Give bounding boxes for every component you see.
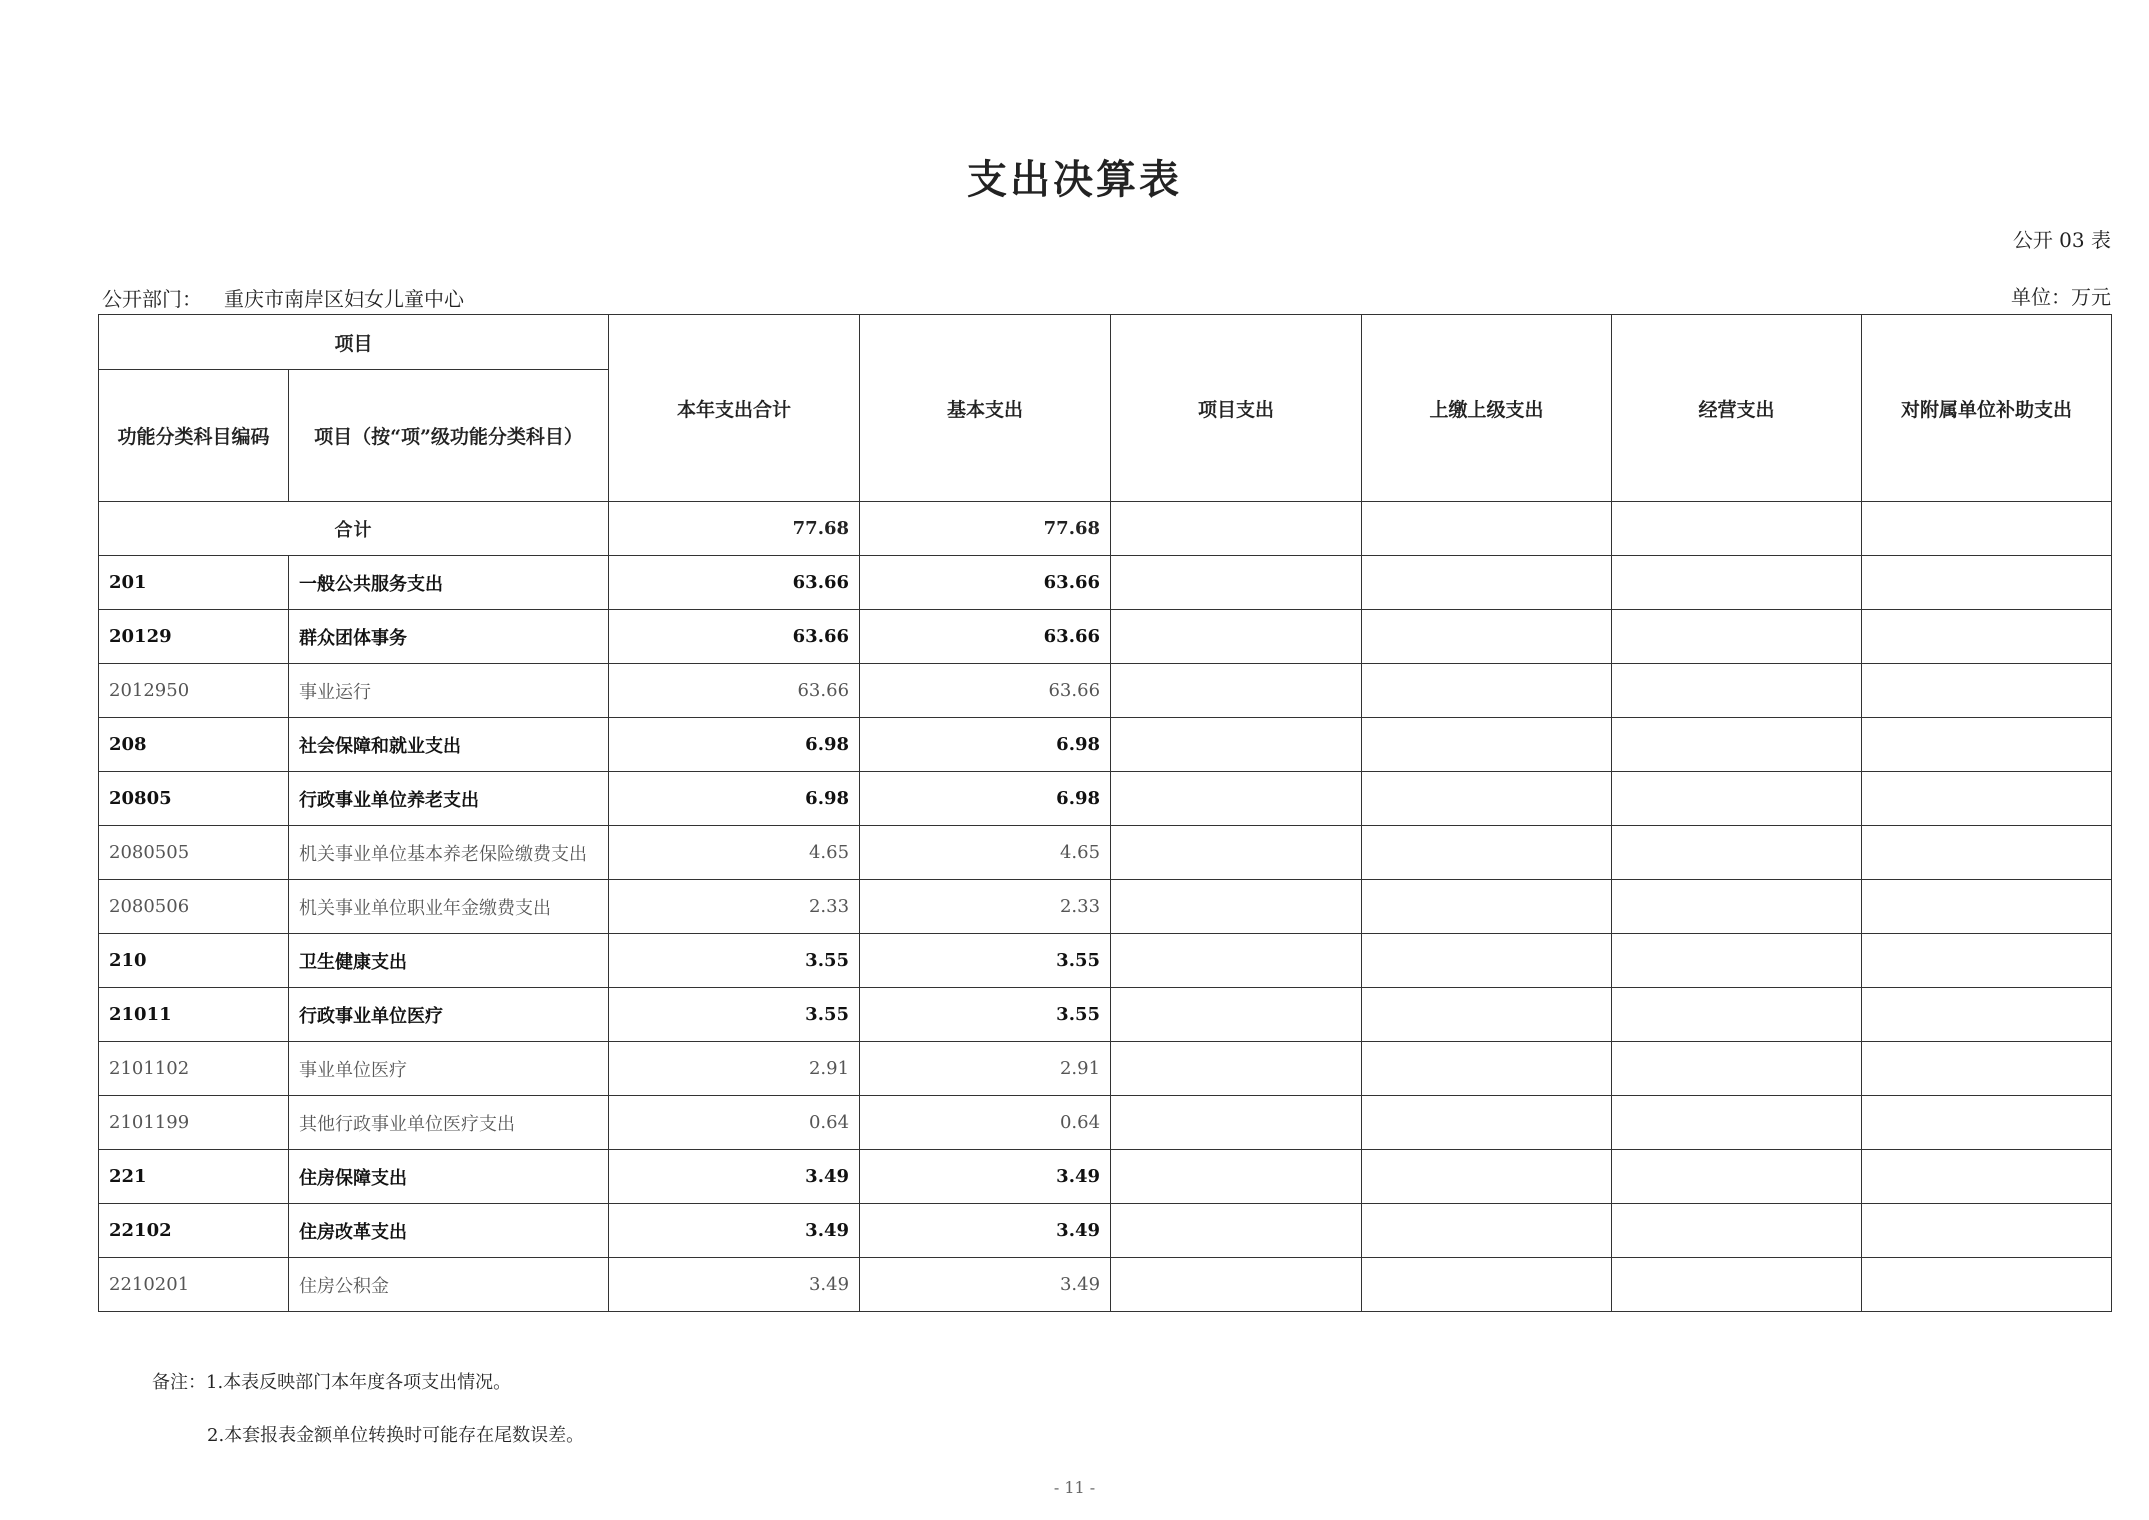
row-code: 20805	[99, 772, 289, 826]
table-row	[99, 1096, 2112, 1150]
department-line	[102, 283, 464, 312]
row-upper-cell	[1362, 1258, 1612, 1312]
row-total: 3.49	[609, 1258, 860, 1312]
table-row	[99, 772, 2112, 826]
header-code: 功能分类科目编码	[99, 370, 289, 502]
row-subsidy-cell	[1862, 826, 2112, 880]
header-basic: 基本支出	[860, 315, 1111, 502]
row-name: 一般公共服务支出	[289, 556, 609, 610]
row-total: 2.91	[609, 1042, 860, 1096]
row-project-cell	[1111, 1150, 1362, 1204]
table-row	[99, 988, 2112, 1042]
row-project-cell	[1111, 1096, 1362, 1150]
row-basic: 2.33	[860, 880, 1111, 934]
row-project-cell	[1111, 1258, 1362, 1312]
table-row	[99, 826, 2112, 880]
table-row	[99, 934, 2112, 988]
row-name: 社会保障和就业支出	[289, 718, 609, 772]
row-name: 事业单位医疗	[289, 1042, 609, 1096]
row-business-cell	[1612, 556, 1862, 610]
row-business-cell	[1612, 934, 1862, 988]
row-upper-cell	[1362, 1042, 1612, 1096]
row-basic: 3.55	[860, 988, 1111, 1042]
row-total: 3.55	[609, 988, 860, 1042]
row-code: 21011	[99, 988, 289, 1042]
row-business-cell	[1612, 610, 1862, 664]
row-subsidy-cell	[1862, 1204, 2112, 1258]
row-total: 3.55	[609, 934, 860, 988]
row-business-cell	[1612, 1150, 1862, 1204]
row-basic: 6.98	[860, 772, 1111, 826]
row-code: 2080505	[99, 826, 289, 880]
row-business-cell	[1612, 1042, 1862, 1096]
row-upper-cell	[1362, 1204, 1612, 1258]
table-row	[99, 1204, 2112, 1258]
row-basic: 63.66	[860, 610, 1111, 664]
unit-label: 单位：万元	[2011, 285, 2111, 309]
row-upper-cell	[1362, 664, 1612, 718]
row-subsidy-cell	[1862, 880, 2112, 934]
row-project-cell	[1111, 556, 1362, 610]
header-project-group: 项目	[99, 315, 609, 370]
row-name: 机关事业单位基本养老保险缴费支出	[289, 826, 609, 880]
row-basic: 6.98	[860, 718, 1111, 772]
row-business-cell	[1612, 988, 1862, 1042]
header-subsidy: 对附属单位补助支出	[1862, 315, 2112, 502]
row-subsidy-cell	[1862, 1150, 2112, 1204]
total-project-cell	[1111, 502, 1362, 556]
row-project-cell	[1111, 988, 1362, 1042]
row-upper-cell	[1362, 826, 1612, 880]
row-total: 0.64	[609, 1096, 860, 1150]
header-business: 经营支出	[1612, 315, 1862, 502]
row-upper-cell	[1362, 772, 1612, 826]
row-upper-cell	[1362, 610, 1612, 664]
row-code: 201	[99, 556, 289, 610]
form-number: 公开 03 表	[2012, 228, 2111, 252]
row-subsidy-cell	[1862, 718, 2112, 772]
note-2: 2.本套报表金额单位转换时可能存在尾数误差。	[207, 1425, 585, 1446]
total-subsidy-cell	[1862, 502, 2112, 556]
row-project-cell	[1111, 718, 1362, 772]
total-business-cell	[1612, 502, 1862, 556]
row-name: 住房公积金	[289, 1258, 609, 1312]
note-1: 备注：1.本表反映部门本年度各项支出情况。	[152, 1372, 512, 1393]
row-business-cell	[1612, 826, 1862, 880]
row-total: 3.49	[609, 1204, 860, 1258]
row-total: 2.33	[609, 880, 860, 934]
total-basic: 77.68	[860, 502, 1111, 556]
row-basic: 3.55	[860, 934, 1111, 988]
row-name: 群众团体事务	[289, 610, 609, 664]
row-upper-cell	[1362, 556, 1612, 610]
row-basic: 3.49	[860, 1258, 1111, 1312]
row-code: 210	[99, 934, 289, 988]
row-code: 2012950	[99, 664, 289, 718]
row-business-cell	[1612, 772, 1862, 826]
row-project-cell	[1111, 772, 1362, 826]
row-code: 208	[99, 718, 289, 772]
row-upper-cell	[1362, 1096, 1612, 1150]
page-number: - 11 -	[1053, 1478, 1096, 1497]
row-code: 221	[99, 1150, 289, 1204]
table-row	[99, 664, 2112, 718]
row-code: 20129	[99, 610, 289, 664]
row-upper-cell	[1362, 1150, 1612, 1204]
header-upper: 上缴上级支出	[1362, 315, 1612, 502]
row-upper-cell	[1362, 880, 1612, 934]
row-name: 行政事业单位养老支出	[289, 772, 609, 826]
row-total: 4.65	[609, 826, 860, 880]
expenditure-table	[98, 314, 2112, 1312]
table-row	[99, 1150, 2112, 1204]
row-subsidy-cell	[1862, 664, 2112, 718]
row-basic: 63.66	[860, 664, 1111, 718]
header-name: 项目（按“项”级功能分类科目）	[289, 370, 609, 502]
row-upper-cell	[1362, 988, 1612, 1042]
row-subsidy-cell	[1862, 772, 2112, 826]
row-project-cell	[1111, 826, 1362, 880]
header-project: 项目支出	[1111, 315, 1362, 502]
table-row	[99, 1258, 2112, 1312]
page-title: 支出决算表	[967, 157, 1182, 203]
row-total: 6.98	[609, 772, 860, 826]
row-basic: 0.64	[860, 1096, 1111, 1150]
row-code: 2080506	[99, 880, 289, 934]
row-name: 其他行政事业单位医疗支出	[289, 1096, 609, 1150]
row-total: 63.66	[609, 610, 860, 664]
row-upper-cell	[1362, 718, 1612, 772]
row-project-cell	[1111, 610, 1362, 664]
table-row	[99, 556, 2112, 610]
row-project-cell	[1111, 1042, 1362, 1096]
row-total: 6.98	[609, 718, 860, 772]
row-project-cell	[1111, 934, 1362, 988]
row-basic: 2.91	[860, 1042, 1111, 1096]
row-subsidy-cell	[1862, 610, 2112, 664]
row-name: 卫生健康支出	[289, 934, 609, 988]
row-code: 22102	[99, 1204, 289, 1258]
total-row	[99, 502, 2112, 556]
row-subsidy-cell	[1862, 988, 2112, 1042]
row-business-cell	[1612, 880, 1862, 934]
row-subsidy-cell	[1862, 1096, 2112, 1150]
row-project-cell	[1111, 880, 1362, 934]
row-basic: 3.49	[860, 1204, 1111, 1258]
row-subsidy-cell	[1862, 934, 2112, 988]
row-business-cell	[1612, 664, 1862, 718]
row-total: 63.66	[609, 664, 860, 718]
row-name: 住房保障支出	[289, 1150, 609, 1204]
row-business-cell	[1612, 1258, 1862, 1312]
row-subsidy-cell	[1862, 1042, 2112, 1096]
row-basic: 3.49	[860, 1150, 1111, 1204]
row-name: 机关事业单位职业年金缴费支出	[289, 880, 609, 934]
row-name: 事业运行	[289, 664, 609, 718]
row-business-cell	[1612, 1096, 1862, 1150]
department-name: 重庆市南岸区妇女儿童中心	[224, 287, 464, 311]
row-code: 2210201	[99, 1258, 289, 1312]
header-total: 本年支出合计	[609, 315, 860, 502]
row-name: 住房改革支出	[289, 1204, 609, 1258]
department-label: 公开部门：	[102, 287, 202, 311]
row-business-cell	[1612, 718, 1862, 772]
total-label: 合计	[99, 502, 609, 556]
row-upper-cell	[1362, 934, 1612, 988]
row-total: 63.66	[609, 556, 860, 610]
row-basic: 63.66	[860, 556, 1111, 610]
row-basic: 4.65	[860, 826, 1111, 880]
table-row	[99, 880, 2112, 934]
row-business-cell	[1612, 1204, 1862, 1258]
table-row	[99, 718, 2112, 772]
row-code: 2101199	[99, 1096, 289, 1150]
row-project-cell	[1111, 1204, 1362, 1258]
row-code: 2101102	[99, 1042, 289, 1096]
row-project-cell	[1111, 664, 1362, 718]
total-upper-cell	[1362, 502, 1612, 556]
total-amount: 77.68	[609, 502, 860, 556]
row-total: 3.49	[609, 1150, 860, 1204]
row-subsidy-cell	[1862, 1258, 2112, 1312]
table-row	[99, 1042, 2112, 1096]
table-row	[99, 610, 2112, 664]
row-subsidy-cell	[1862, 556, 2112, 610]
row-name: 行政事业单位医疗	[289, 988, 609, 1042]
